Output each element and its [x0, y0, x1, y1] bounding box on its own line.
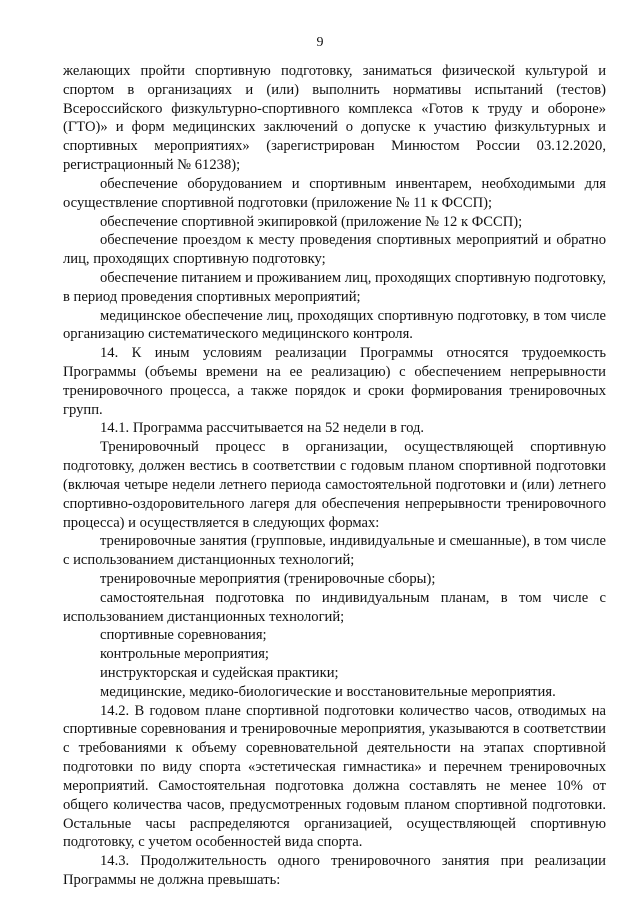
paragraph: медицинское обеспечение лиц, проходящих спортивную подготовку, в том числе организацию систематического медицинского контроля. [63, 307, 606, 343]
paragraph: 14.3. Продолжительность одного тренировочного занятия при реализации Программы не должна превышать: [63, 853, 606, 888]
paragraph: 14.2. В годовом плане спортивной подготовки количество часов, отводимых на спортивные соревнования и тренировочные мероприятия, указываются в соответствии с требованиями к объему соревновательной деятельности на этапах спортивной подготовки по виду спорта «эстетическая гимнастика» и перечнем тренировочных мероприятий. Самостоятельная подготовка должна составлять не менее 10% от общего количества часов, предусмотренных годовым планом спортивной подготовки. Остальные часы распределяются организацией, осуществляющей спортивную подготовку, с учетом особенностей вида спорта. [63, 702, 606, 851]
paragraph: обеспечение проездом к месту проведения спортивных мероприятий и обратно лиц, проходящих спортивную подготовку; [63, 232, 606, 268]
paragraph: тренировочные занятия (групповые, индивидуальные и смешанные), в том числе с использованием дистанционных технологий; [63, 533, 606, 569]
paragraph: контрольные мероприятия; [100, 646, 269, 663]
paragraph: медицинские, медико-биологические и восстановительные мероприятия. [100, 683, 556, 700]
paragraph: обеспечение спортивной экипировкой (приложение № 12 к ФССП); [100, 213, 523, 230]
paragraph: тренировочные мероприятия (тренировочные сборы); [100, 570, 436, 587]
paragraph: обеспечение оборудованием и спортивным инвентарем, необходимыми для осуществление спортивной подготовки (приложение № 11 к ФССП); [63, 175, 606, 211]
document-body [63, 62, 606, 890]
paragraph: 14. К иным условиям реализации Программы относятся трудоемкость Программы (объемы времени на ее реализацию) с обеспечением непрерывности тренировочного процесса, а также порядок и сроки формирования тренировочных групп. [63, 345, 606, 418]
paragraph: Тренировочный процесс в организации, осуществляющей спортивную подготовку, должен вестись в соответствии с годовым планом спортивной подготовки (включая четыре недели летнего периода самостоятельной подготовки и (или) летнего спортивно-оздоровительного лагеря для обеспечения непрерывности тренировочного процесса) и осуществляется в следующих формах: [63, 439, 606, 531]
paragraph: спортивные соревнования; [100, 627, 267, 644]
paragraph: обеспечение питанием и проживанием лиц, проходящих спортивную подготовку, в период проведения спортивных мероприятий; [63, 269, 606, 305]
paragraph: 14.1. Программа рассчитывается на 52 недели в год. [100, 420, 425, 437]
paragraph: желающих пройти спортивную подготовку, заниматься физической культурой и спортом в организациях и (или) выполнить нормативы испытаний (тестов) Всероссийского физкультурно-спортивного комплекса «Готов к труду и обороне» (ГТО)» и форм медицинских заключений о допуске к участию физкультурных и спортивных мероприятиях» (зарегистрирован Минюстом России 03.12.2020, регистрационный № 61238); [63, 63, 606, 174]
paragraph: инструкторская и судейская практики; [100, 665, 339, 681]
paragraph: самостоятельная подготовка по индивидуальным планам, в том числе с использованием дистанционных технологий; [63, 589, 606, 625]
page-number: 9 [316, 35, 324, 50]
